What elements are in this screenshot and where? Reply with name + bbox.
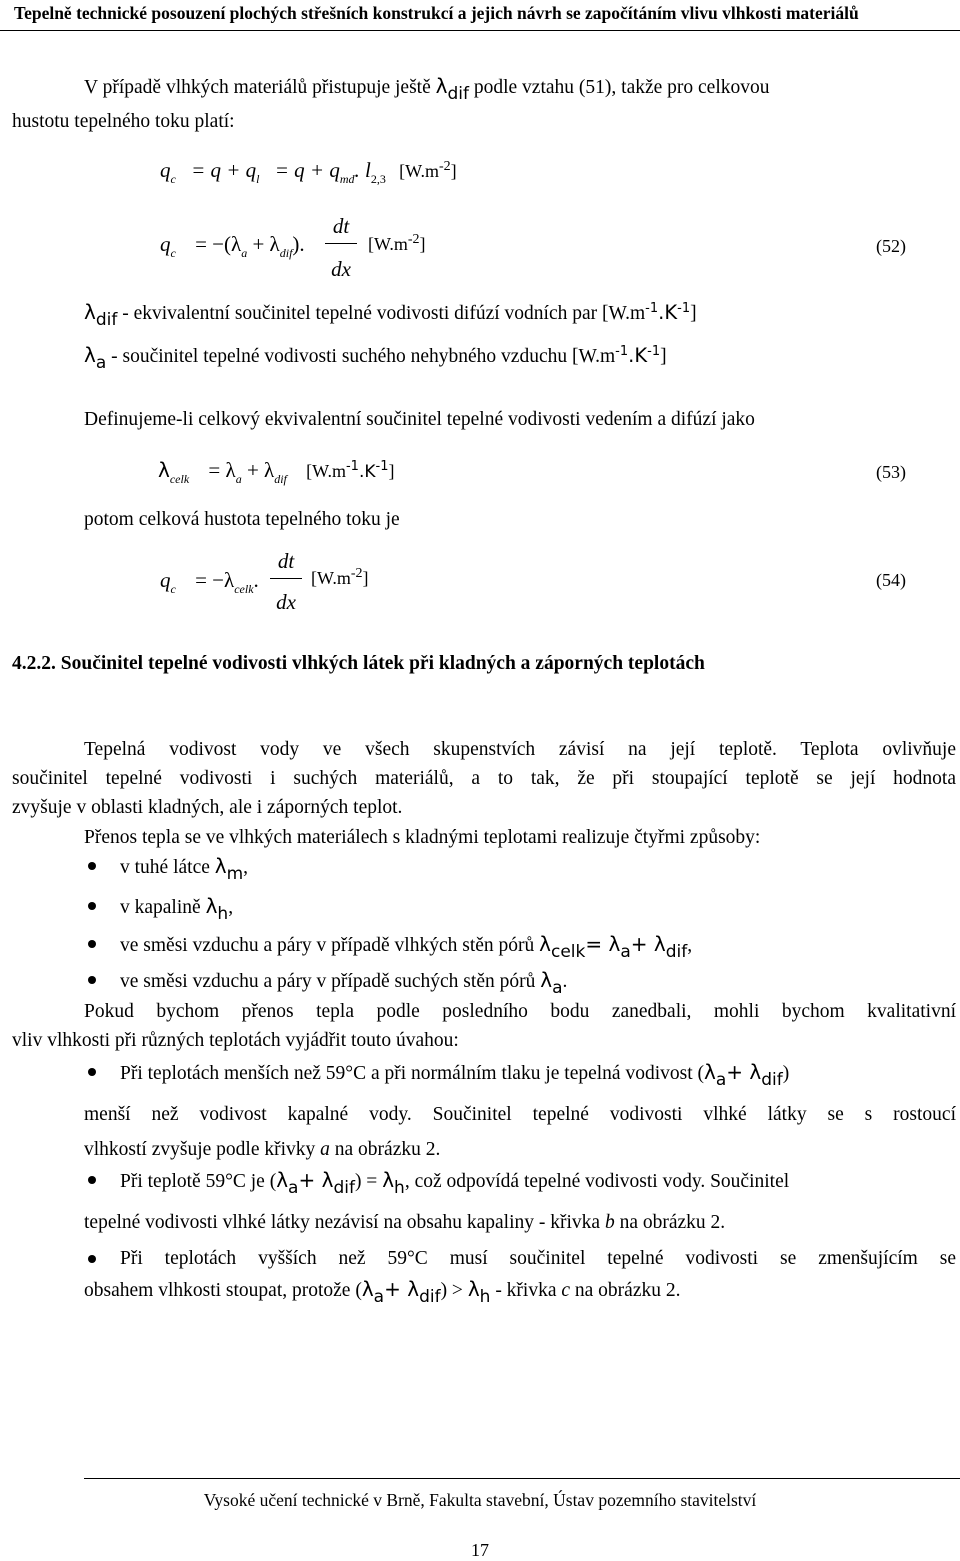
define-sentence: Definujeme-li celkový ekvivalentní součinitel tepelné vodivosti vedením a difúzí jako	[84, 409, 755, 430]
eq52-denominator: dx	[331, 257, 351, 281]
definition-lambda-a: λa - součinitel tepelné vodivosti suchého nehybného vzduchu $[W.m^{-1}.K^{-1}]$	[84, 343, 667, 373]
para1-line-2: součinitel tepelné vodivosti i suchých materiálů, a to tak, že při stoupající teplotě se její hodnota	[12, 768, 956, 789]
running-header: Tepelně technické posouzení plochých střešních konstrukcí a jejich návrh se započítáním vlivu vlhkosti materiálů	[14, 3, 859, 23]
temp-item-below-59-line-1: Při teplotách menších než 59°C a při normálním tlaku je tepelná vodivost (λa+ λdif)	[120, 1060, 790, 1090]
section-heading: 4.2.2. Součinitel tepelné vodivosti vlhkých látek při kladných a záporných teplotách	[12, 653, 705, 674]
transfer-item-solid: v tuhé látce λm,	[120, 854, 249, 884]
temp-item-below-59-line-3: vlhkostí zvyšuje podle křivky a na obrázku 2.	[84, 1139, 441, 1160]
temp-item-at-59-line-2: tepelné vodivosti vlhké látky nezávisí na obsahu kapaliny - křivka b na obrázku 2.	[84, 1212, 726, 1233]
para3-line-2: vliv vlhkosti při různých teplotách vyjádřit touto úvahou:	[12, 1030, 459, 1051]
eq54-fraction-bar	[270, 578, 302, 579]
para3-line-1: Pokud bychom přenos tepla podle posledního bodu zanedbali, mohli bychom kvalitativní	[84, 1001, 956, 1022]
bullet-icon	[88, 1068, 96, 1076]
intro-line-2: hustotu tepelného toku platí:	[12, 111, 235, 132]
eq54-numerator: dt	[277, 549, 295, 573]
footer-institution: Vysoké učení technické v Brně, Fakulta stavební, Ústav pozemního stavitelství	[203, 1490, 757, 1510]
header-rule	[0, 30, 960, 31]
bullet-icon	[88, 862, 96, 870]
eq53-number: (53)	[876, 462, 906, 482]
temp-item-at-59-line-1: Při teplotě 59°C je (λa+ λdif) = λh, což odpovídá tepelné vodivosti vody. Součinitel	[120, 1168, 790, 1198]
intro-line-1: V případě vlhkých materiálů přistupuje ještě λdif podle vztahu (51), takže pro celkovou	[84, 74, 770, 104]
bullet-icon	[88, 1176, 96, 1184]
eq52-fraction-bar	[325, 243, 357, 244]
equation-53: $\lambda_{celk} = \lambda_a + \lambda_{dif}$ $[W.m^{-1}.K^{-1}]$	[158, 458, 395, 486]
para1-line-3: zvyšuje v oblasti kladných, ale i záporných teplot.	[12, 797, 403, 818]
para1-line-1: Tepelná vodivost vody ve všech skupenstvích závisí na její teplotě. Teplota ovlivňuje	[84, 739, 956, 760]
eq52-numerator: dt	[332, 214, 350, 238]
bullet-icon	[88, 1255, 96, 1263]
definition-lambda-dif: λdif - ekvivalentní součinitel tepelné vodivosti difúzí vodních par $[W.m^{-1}.K^{-1}]$	[84, 300, 697, 330]
temp-item-above-59-line-1: Při teplotách vyšších než 59°C musí součinitel tepelné vodivosti se zmenšujícím se	[120, 1248, 956, 1269]
transfer-item-dry-pores: ve směsi vzduchu a páry v případě suchých stěn pórů λa.	[120, 968, 568, 998]
transfer-item-wet-pores: ve směsi vzduchu a páry v případě vlhkých stěn pórů λcelk= λa+ λdif,	[120, 932, 693, 962]
equation-qc-sum: $q_c = q + q_l = q + q_{md}$. $l_{2,3}$ $[W.m^{-2}]$	[160, 158, 457, 186]
bullet-icon	[88, 940, 96, 948]
eq52-number: (52)	[876, 236, 906, 256]
para2: Přenos tepla se ve vlhkých materiálech s kladnými teplotami realizuje čtyřmi způsoby:	[84, 827, 761, 848]
eq52-unit: [W.m-2]	[368, 232, 426, 254]
page-number: 17	[471, 1540, 489, 1560]
potom-sentence: potom celková hustota tepelného toku je	[84, 509, 400, 530]
eq54-denominator: dx	[276, 590, 296, 614]
footer-rule	[84, 1478, 960, 1479]
equation-54: $q_c = -\lambda_{celk}$.	[160, 568, 259, 596]
transfer-item-liquid: v kapalině λh,	[120, 894, 234, 924]
eq54-unit: [W.m-2]	[311, 566, 369, 588]
temp-item-below-59-line-2: menší než vodivost kapalné vody. Součinitel tepelné vodivosti vlhké látky se s rostoucí	[84, 1104, 956, 1125]
eq54-number: (54)	[876, 570, 906, 590]
bullet-icon	[88, 976, 96, 984]
equation-52: $q_c = -(\lambda_a + \lambda_{dif})$.	[160, 232, 305, 260]
temp-item-above-59-line-2: obsahem vlhkosti stoupat, protože (λa+ λdif) > λh - křivka c na obrázku 2.	[84, 1277, 681, 1307]
bullet-icon	[88, 902, 96, 910]
